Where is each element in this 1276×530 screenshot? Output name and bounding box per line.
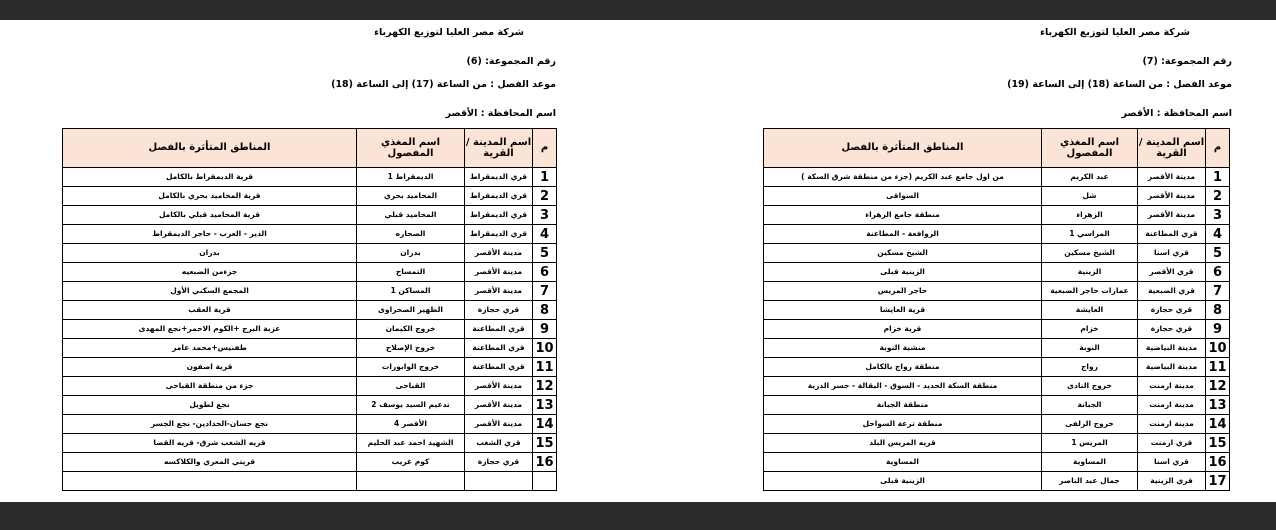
- table-row: [63, 358, 557, 377]
- table-row: [764, 187, 1230, 206]
- areas-cell: الروافعة - المطاعنة: [764, 225, 1042, 244]
- col-city-header: اسم المدينة / القرية: [1138, 129, 1206, 168]
- areas-cell: جزء من منطقة القباحى: [63, 377, 357, 396]
- feeder-cell: المساوية: [1042, 453, 1138, 472]
- feeder-cell: الجبانة: [1042, 396, 1138, 415]
- left-group-number: رقم المجموعة: (6): [466, 56, 556, 67]
- right-company-title: شركة مصر العليا لتوزيع الكهرباء: [1040, 27, 1190, 38]
- city-cell: مدينة الأقصر: [465, 263, 533, 282]
- feeder-cell: التمساح: [357, 263, 465, 282]
- feeder-cell: كوم غريب: [357, 453, 465, 472]
- right-governorate: اسم المحافظة : الأقصر: [1121, 108, 1232, 119]
- row-number: 16: [533, 453, 557, 472]
- row-number: 9: [1206, 320, 1230, 339]
- row-number: 5: [533, 244, 557, 263]
- table-row: [764, 225, 1230, 244]
- city-cell: قري حجازة: [1138, 301, 1206, 320]
- table-row: [63, 282, 557, 301]
- city-cell: مدينة ارمنت: [1138, 377, 1206, 396]
- city-cell: مدينة الأقصر: [465, 282, 533, 301]
- feeder-cell: خروج الزلفى: [1042, 415, 1138, 434]
- areas-cell: منطقة السكة الحديد - السوق - البقالة - جسر الدرية: [764, 377, 1042, 396]
- feeder-cell: النوبة: [1042, 339, 1138, 358]
- areas-cell: نجع حسان-الحدادين- نجع الجسر: [63, 415, 357, 434]
- areas-cell: قرية العايشا: [764, 301, 1042, 320]
- areas-cell: قرية الديمقراط بالكامل: [63, 168, 357, 187]
- row-number: 8: [533, 301, 557, 320]
- right-cut-time: موعد الفصل : من الساعة (18) إلى الساعة (19): [1007, 79, 1232, 90]
- table-row: [63, 472, 557, 491]
- city-cell: قري حجازة: [465, 301, 533, 320]
- city-cell: قري ارمنت: [1138, 434, 1206, 453]
- city-cell: مدينة الأقصر: [1138, 187, 1206, 206]
- feeder-cell: الزهراء: [1042, 206, 1138, 225]
- table-row: [63, 453, 557, 472]
- feeder-cell: رواج: [1042, 358, 1138, 377]
- table-row: [63, 301, 557, 320]
- row-number: 14: [1206, 415, 1230, 434]
- row-number: 12: [533, 377, 557, 396]
- feeder-cell: خروج الكيمان: [357, 320, 465, 339]
- row-number: 2: [533, 187, 557, 206]
- table-row: [764, 377, 1230, 396]
- table-row: [63, 377, 557, 396]
- feeder-cell: [357, 472, 465, 491]
- areas-cell: الزينية قبلى: [764, 472, 1042, 491]
- col-city-header: اسم المدينة / القرية: [465, 129, 533, 168]
- row-number: 4: [1206, 225, 1230, 244]
- city-cell: قري المطاعنة: [465, 358, 533, 377]
- areas-cell: قرية المحاميد قبلي بالكامل: [63, 206, 357, 225]
- city-cell: [465, 472, 533, 491]
- areas-cell: قرية خزام: [764, 320, 1042, 339]
- row-number: 15: [533, 434, 557, 453]
- col-index-header: م: [533, 129, 557, 168]
- areas-cell: [63, 472, 357, 491]
- row-number: 1: [533, 168, 557, 187]
- col-feeder-header: اسم المغذي المفصول: [1042, 129, 1138, 168]
- areas-cell: قرية المحاميد بحري بالكامل: [63, 187, 357, 206]
- left-cut-time: موعد الفصل : من الساعة (17) إلى الساعة (18): [331, 79, 556, 90]
- city-cell: قري الديمقراط: [465, 187, 533, 206]
- row-number: 3: [1206, 206, 1230, 225]
- col-areas-header: المناطق المتأثرة بالفصل: [764, 129, 1042, 168]
- areas-cell: منطقة ترعة السواحل: [764, 415, 1042, 434]
- areas-cell: من اول جامع عبد الكريم (جزء من منطقة شرق السكة ): [764, 168, 1042, 187]
- areas-cell: قرية العقب: [63, 301, 357, 320]
- feeder-cell: خروج النادى: [1042, 377, 1138, 396]
- table-row: [764, 453, 1230, 472]
- row-number: 7: [533, 282, 557, 301]
- areas-cell: قريه الشغب شرق- قريه القضا: [63, 434, 357, 453]
- feeder-cell: المساكن 1: [357, 282, 465, 301]
- feeder-cell: الظهير الصحراوى: [357, 301, 465, 320]
- areas-cell: الزينية قبلى: [764, 263, 1042, 282]
- areas-cell: الدير - العرب - حاجر الديمقراط: [63, 225, 357, 244]
- table-row: [63, 187, 557, 206]
- row-number: 7: [1206, 282, 1230, 301]
- feeder-cell: الأقصر 4: [357, 415, 465, 434]
- row-number: 2: [1206, 187, 1230, 206]
- areas-cell: بدران: [63, 244, 357, 263]
- city-cell: مدينة ارمنت: [1138, 396, 1206, 415]
- table-row: [764, 282, 1230, 301]
- col-index-header: م: [1206, 129, 1230, 168]
- city-cell: مدينة البياضية: [1138, 358, 1206, 377]
- right-schedule-table: [763, 128, 1230, 491]
- city-cell: قري حجازة: [465, 453, 533, 472]
- feeder-cell: خزام: [1042, 320, 1138, 339]
- city-cell: مدينة الأقصر: [465, 377, 533, 396]
- city-cell: مدينة البياضية: [1138, 339, 1206, 358]
- city-cell: قري المطاعنة: [465, 339, 533, 358]
- city-cell: قري اسنا: [1138, 453, 1206, 472]
- row-number: 12: [1206, 377, 1230, 396]
- row-number: 13: [1206, 396, 1230, 415]
- city-cell: قري الديمقراط: [465, 225, 533, 244]
- table-row: [764, 263, 1230, 282]
- feeder-cell: خروج الوابورات: [357, 358, 465, 377]
- city-cell: قري الأقصر: [1138, 263, 1206, 282]
- table-row: [63, 168, 557, 187]
- areas-cell: قرية اصفون: [63, 358, 357, 377]
- row-number: [533, 472, 557, 491]
- feeder-cell: الشهيد احمد عبد الحليم: [357, 434, 465, 453]
- city-cell: قري الزينية: [1138, 472, 1206, 491]
- row-number: 6: [1206, 263, 1230, 282]
- feeder-cell: المراسي 1: [1042, 225, 1138, 244]
- feeder-cell: القباحى: [357, 377, 465, 396]
- row-number: 10: [1206, 339, 1230, 358]
- left-page: [0, 20, 570, 502]
- table-row: [63, 434, 557, 453]
- row-number: 1: [1206, 168, 1230, 187]
- table-row: [63, 415, 557, 434]
- document-viewer: [0, 20, 1276, 502]
- areas-cell: قريه المريس البلد: [764, 434, 1042, 453]
- areas-cell: قريتي المعري والكلاكسه: [63, 453, 357, 472]
- row-number: 14: [533, 415, 557, 434]
- row-number: 11: [533, 358, 557, 377]
- row-number: 9: [533, 320, 557, 339]
- table-row: [764, 339, 1230, 358]
- areas-cell: منطقة الجبانة: [764, 396, 1042, 415]
- feeder-cell: عمارات حاجر الضبعية: [1042, 282, 1138, 301]
- table-row: [764, 301, 1230, 320]
- table-row: [63, 244, 557, 263]
- city-cell: مدينة الأقصر: [1138, 168, 1206, 187]
- row-number: 13: [533, 396, 557, 415]
- next-page-arrow-icon[interactable]: [1254, 238, 1274, 272]
- left-table-header: [63, 129, 557, 168]
- city-cell: مدينة الأقصر: [465, 415, 533, 434]
- feeder-cell: خروج الإصلاح: [357, 339, 465, 358]
- areas-cell: منطقة رواج بالكامل: [764, 358, 1042, 377]
- feeder-cell: العايشة: [1042, 301, 1138, 320]
- row-number: 8: [1206, 301, 1230, 320]
- areas-cell: جزءمن الضبعيه: [63, 263, 357, 282]
- feeder-cell: الشيخ مسكين: [1042, 244, 1138, 263]
- city-cell: مدينة ارمنت: [1138, 415, 1206, 434]
- city-cell: قري الشغب: [465, 434, 533, 453]
- feeder-cell: المحاميد قبلي: [357, 206, 465, 225]
- areas-cell: نجع لطويل: [63, 396, 357, 415]
- feeder-cell: شل: [1042, 187, 1138, 206]
- areas-cell: الشيخ مسكين: [764, 244, 1042, 263]
- feeder-cell: تدعيم السيد يوسف 2: [357, 396, 465, 415]
- table-row: [764, 358, 1230, 377]
- city-cell: قري الديمقراط: [465, 206, 533, 225]
- feeder-cell: الصحاره: [357, 225, 465, 244]
- left-company-title: شركة مصر العليا لتوزيع الكهرباء: [374, 27, 524, 38]
- table-row: [764, 244, 1230, 263]
- row-number: 11: [1206, 358, 1230, 377]
- table-row: [63, 396, 557, 415]
- table-row: [764, 206, 1230, 225]
- row-number: 4: [533, 225, 557, 244]
- table-row: [63, 339, 557, 358]
- feeder-cell: بدران: [357, 244, 465, 263]
- table-row: [764, 168, 1230, 187]
- areas-cell: طفنيس+محمد عامر: [63, 339, 357, 358]
- city-cell: قري المطاعنة: [1138, 225, 1206, 244]
- left-schedule-table: [62, 128, 557, 491]
- city-cell: مدينة الأقصر: [465, 244, 533, 263]
- row-number: 10: [533, 339, 557, 358]
- areas-cell: منشية النوبة: [764, 339, 1042, 358]
- city-cell: قري الديمقراط: [465, 168, 533, 187]
- row-number: 16: [1206, 453, 1230, 472]
- city-cell: مدينة الأقصر: [465, 396, 533, 415]
- row-number: 5: [1206, 244, 1230, 263]
- city-cell: قري حجازة: [1138, 320, 1206, 339]
- feeder-cell: الديمقراط 1: [357, 168, 465, 187]
- table-row: [764, 434, 1230, 453]
- areas-cell: المجمع السكني الأول: [63, 282, 357, 301]
- table-row: [764, 320, 1230, 339]
- right-table-header: [764, 129, 1230, 168]
- feeder-cell: المحاميد بحري: [357, 187, 465, 206]
- right-group-number: رقم المجموعة: (7): [1142, 56, 1232, 67]
- left-governorate: اسم المحافظة : الأقصر: [445, 108, 556, 119]
- feeder-cell: جمال عبد الناصر: [1042, 472, 1138, 491]
- table-row: [764, 396, 1230, 415]
- right-page: [700, 20, 1276, 502]
- table-row: [63, 225, 557, 244]
- row-number: 6: [533, 263, 557, 282]
- city-cell: مدينة الأقصر: [1138, 206, 1206, 225]
- table-row: [63, 320, 557, 339]
- areas-cell: عزبة البرج +الكوم الاحمر+نجع المهدى: [63, 320, 357, 339]
- row-number: 15: [1206, 434, 1230, 453]
- city-cell: قري المطاعنة: [465, 320, 533, 339]
- row-number: 17: [1206, 472, 1230, 491]
- table-row: [764, 472, 1230, 491]
- col-areas-header: المناطق المتأثرة بالفصل: [63, 129, 357, 168]
- table-row: [764, 415, 1230, 434]
- row-number: 3: [533, 206, 557, 225]
- city-cell: قري الضبعية: [1138, 282, 1206, 301]
- col-feeder-header: اسم المغذي المفصول: [357, 129, 465, 168]
- table-row: [63, 206, 557, 225]
- city-cell: قري اسنا: [1138, 244, 1206, 263]
- areas-cell: السواقى: [764, 187, 1042, 206]
- areas-cell: حاجر المريس: [764, 282, 1042, 301]
- table-row: [63, 263, 557, 282]
- feeder-cell: الزينية: [1042, 263, 1138, 282]
- areas-cell: المساوية: [764, 453, 1042, 472]
- feeder-cell: عبد الكريم: [1042, 168, 1138, 187]
- feeder-cell: المريس 1: [1042, 434, 1138, 453]
- areas-cell: منطقة جامع الزهراء: [764, 206, 1042, 225]
